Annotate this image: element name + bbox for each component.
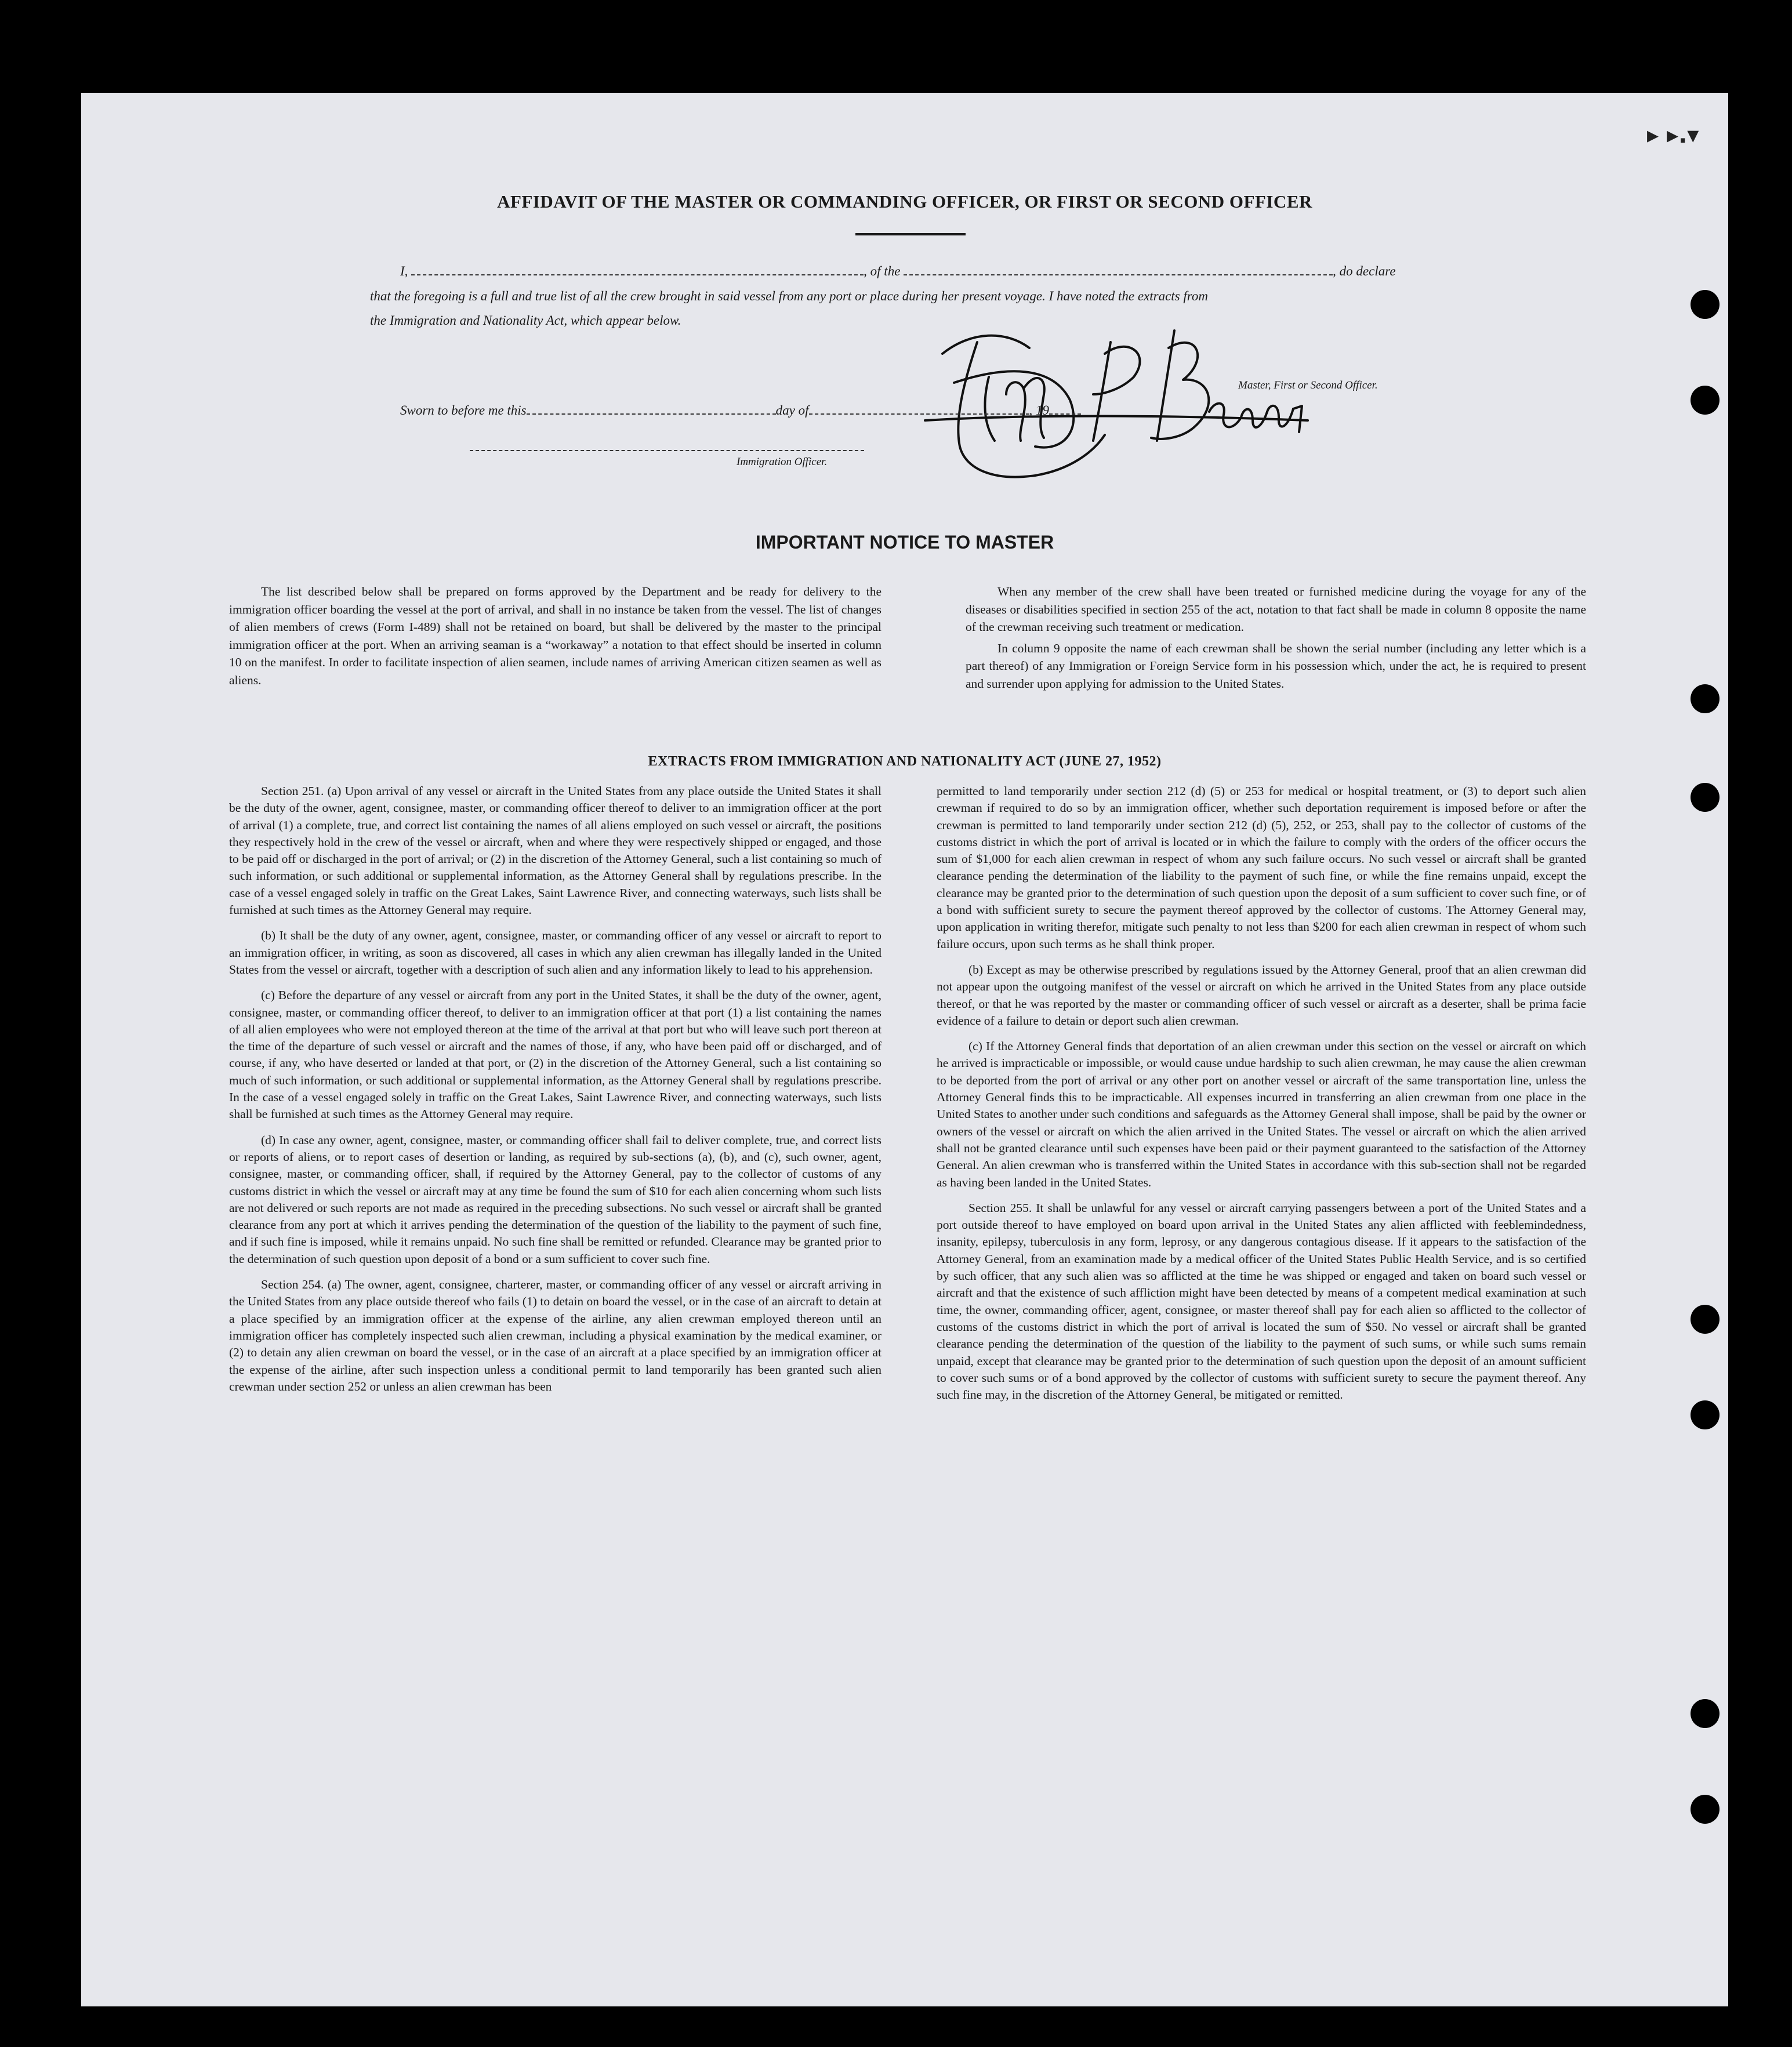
binder-hole (1691, 290, 1720, 319)
sworn-day-blank (527, 404, 776, 415)
affidavit-title: AFFIDAVIT OF THE MASTER OR COMMANDING OFFICER, OR FIRST OR SECOND OFFICER (497, 191, 1312, 212)
extracts-right-column (937, 783, 1586, 1412)
extracts-title: EXTRACTS FROM IMMIGRATION AND NATIONALITY ACT (JUNE 27, 1952) (648, 754, 1162, 769)
title-rule (855, 233, 966, 235)
section-254-b: (b) Except as may be otherwise prescribed by regulations issued by the Attorney General, proof that an alien crewman did not appear upon the outgoing manifest of the vessel or aircraft on which he arrived in the United States from any place outside thereof, or that he was reported by the master or commanding officer of such vessel or aircraft as a deserter, shall be prima facie evidence of a failure to detain or deport such alien crewman. (937, 962, 1586, 1028)
corner-mark: ▸ ▸.▾ (1647, 122, 1699, 148)
sworn-line (400, 403, 1081, 418)
notice-title: IMPORTANT NOTICE TO MASTER (755, 532, 1054, 553)
master-signature-label: Master, First or Second Officer. (1238, 379, 1378, 391)
section-254-a-continued: permitted to land temporarily under section 212 (d) (5) or 253 for medical or hospital treatment, or (3) to deport such alien crewman if required to do so by an immigration officer, whether such deportation requirement is imposed before or after the crewman is permitted to land temporarily under section 212 (d) (5), 252, or 253, shall pay to the collector of customs of the customs district in which the port of arrival is located or in which the failure to comply with the orders of the officer occurs the sum of $1,000 for each alien crewman in respect of whom any such failure occurs. No such vessel or aircraft shall be granted clearance pending the determination of the liability to the payment of such fine, or while the fine remains unpaid, except the clearance may be granted prior to the determination of such question upon the deposit of a sum sufficient to cover such fine, or of a bond with sufficient surety to secure the payment thereof approved by the collector of customs. The Attorney General may, upon application in writing therefor, mitigate such penalty to not less than $200 for each alien crewman in respect of whom such failure occurs, upon such terms as he shall think proper. (937, 784, 1586, 951)
declaration-of-the: , of the (864, 264, 901, 278)
sworn-year-blank (1049, 404, 1081, 415)
vessel-name-blank (904, 265, 1333, 275)
declaration-do-declare: , do declare (1333, 264, 1396, 278)
form-page (81, 93, 1728, 2006)
declaration-i: I, (400, 264, 408, 278)
notice-right-column (966, 583, 1586, 696)
section-254-c: (c) If the Attorney General finds that deportation of an alien crewman under this section on the vessel or aircraft on which he arrived is impracticable or impossible, or would cause undue hardship to such alien crewman, he may cause the alien crewman to be deported from the port of arrival or any other port on another vessel or aircraft of the same transportation line, unless the Attorney General finds this to be impracticable. All expenses incurred in transferring an alien crewman from one place in the United States to another under such conditions and safeguards as the Attorney General shall impose, shall be paid by the owner or owners of the vessel or aircraft on which the alien arrived in the United States. The vessel or aircraft on which the alien arrived shall not be granted clearance until such expenses have been paid or their payment guaranteed to the satisfaction of the Attorney General. An alien crewman who is transferred within the United States in accordance with this sub-section shall not be regarded as having been landed in the United States. (937, 1039, 1586, 1189)
section-251-c: (c) Before the departure of any vessel or aircraft from any port in the United States, it shall be the duty of the owner, agent, consignee, master, or commanding officer thereof, to deliver to an immigration officer at that port (1) a list containing the names of all alien employees who were not employed thereon at the time of the arrival at that port but who will leave such port thereon at the time of the departure of such vessel or aircraft and the names of those, if any, who have been paid off or discharged, and of course, if any, who have deserted or landed at that port, or (2) in the discretion of the Attorney General, such a list containing so much of such information, or such additional or supplemental information, as the Attorney General shall by regulations prescribe. In the case of a vessel engaged solely in traffic on the Great Lakes, Saint Lawrence River, and connecting waterways, such lists shall be furnished at such times as the Attorney General may require. (229, 988, 882, 1122)
notice-left-column (229, 583, 882, 692)
extracts-left-column (229, 783, 882, 1404)
declaration-line-3: the Immigration and Nationality Act, which appear below. (370, 313, 681, 328)
declaration-line-2: that the foregoing is a full and true list of all the crew brought in said vessel from any port or place during her present voyage. I have noted the extracts from (370, 289, 1208, 303)
sworn-year: , 19 (1029, 403, 1049, 418)
immigration-officer-signature-line (470, 450, 864, 451)
binder-hole (1691, 1699, 1720, 1728)
section-251-b: (b) It shall be the duty of any owner, agent, consignee, master, or commanding officer of any vessel or aircraft to report to an immigration officer, in writing, as soon as discovered, all cases in which any alien crewman has illegally landed in the United States from the vessel or aircraft, together with a description of such alien and any information likely to lead to his apprehension. (229, 928, 882, 977)
binder-hole (1691, 1400, 1720, 1429)
sworn-day-of: day of (775, 403, 809, 418)
declarant-name-blank (411, 265, 864, 275)
binder-hole (1691, 1305, 1720, 1334)
section-251-a: Section 251. (a) Upon arrival of any vessel or aircraft in the United States from any place outside the United States it shall be the duty of the owner, agent, consignee, master, or commanding officer thereof to deliver to an immigration officer at the port of arrival (1) a complete, true, and correct list containing the names of all aliens employed on such vessel or aircraft, the positions they respectively hold in the crew of the vessel or aircraft, when and where they were respectively shipped or engaged, and those to be paid off or discharged in the port of arrival; or (2) in the discretion of the Attorney General, such a list containing so much of such information, or such additional or supplemental information, as the Attorney General shall by regulations prescribe. In the case of a vessel engaged solely in traffic on the Great Lakes, Saint Lawrence River, and connecting waterways, such lists shall be furnished at such times as the Attorney General may require. (229, 784, 882, 917)
master-signature (919, 307, 1314, 551)
section-254-a: Section 254. (a) The owner, agent, consignee, charterer, master, or commanding officer of any vessel or aircraft arriving in the United States from any place outside thereof who fails (1) to detain on board the vessel, or in the case of an aircraft to detain at a place specified by an immigration officer at the expense of the airline, any alien crewman employed thereon until an immigration officer has completely inspected such alien crewman, including a physical examination by the medical examiner, or (2) to detain any alien crewman on board the vessel, or in the case of an aircraft at a place specified by an immigration officer at the expense of the airline, after such inspection unless a conditional permit to land temporarily has been granted such alien crewman under section 252 or unless an alien crewman has been (229, 1277, 882, 1393)
binder-hole (1691, 783, 1720, 812)
notice-paragraph: The list described below shall be prepared on forms approved by the Department and be ready for delivery to the immigration officer boarding the vessel at the port of arrival, and shall in no instance be taken from the vessel. The list of changes of alien members of crews (Form I-489) shall not be retained on board, but shall be delivered by the master to the principal immigration officer at the port. When an arriving seaman is a “workaway” a notation to that effect should be inserted in column 10 on the manifest. In order to facilitate inspection of alien seamen, include names of arriving American citizen seamen as well as aliens. (229, 585, 882, 687)
section-255: Section 255. It shall be unlawful for any vessel or aircraft carrying passengers between a port of the United States and a port outside thereof to have employed on board upon arrival in the United States any alien afflicted with feeblemindedness, insanity, epilepsy, tuberculosis in any form, leprosy, or any dangerous contagious disease. If it appears to the satisfaction of the Attorney General, from an examination made by a medical officer of the United States Public Health Service, and is so certified by such officer, that any such alien was so afflicted at the time he was shipped or engaged and taken on board such vessel or aircraft and that the existence of such affliction might have been detected by means of a competent medical examination at such time, the owner, commanding officer, agent, consignee, or master thereof shall pay for each alien so afflicted to the collector of customs of the customs district in which the port of arrival is located the sum of $50. No vessel or aircraft shall be granted clearance pending the determination of the question of the liability to the payment of such sums, or while such sums remain unpaid, except that clearance may be granted prior to the determination of such question upon the deposit of an amount sufficient to cover such sums or of a bond approved by the collector of customs with sufficient surety to secure the payment thereof. Any such fine may, in the discretion of the Attorney General, be mitigated or remitted. (937, 1200, 1586, 1402)
notice-paragraph: When any member of the crew shall have been treated or furnished medicine during the voyage for any of the diseases or disabilities specified in section 255 of the act, notation to that fact shall be made in column 8 opposite the name of the crewman receiving such treatment or medication. (966, 585, 1586, 634)
sworn-month-blank (809, 404, 1029, 415)
binder-hole (1691, 1795, 1720, 1824)
declaration-line-1 (400, 264, 1396, 279)
section-251-d: (d) In case any owner, agent, consignee, master, or commanding officer shall fail to deliver complete, true, and correct lists or reports of aliens, or to report cases of desertion or landing, as required by sub-sections (a), (b), and (c), such owner, agent, consignee, master, or commanding officer, shall, if required by the Attorney General, pay to the collector of customs of any customs district in which the vessel or aircraft may at any time be found the sum of $10 for each alien concerning whom such lists are not delivered or such reports are not made as required in the preceding subsections. No such vessel or aircraft shall be granted clearance from any port at which it arrives pending the determination of the question of the liability to the payment of such fine, and if such fine is imposed, while it remains unpaid. No such fine shall be remitted or refunded. Clearance may be granted prior to the determination of such question upon deposit of a bond or a sum sufficient to cover such fine. (229, 1133, 882, 1266)
binder-hole (1691, 386, 1720, 415)
sworn-text: Sworn to before me this (400, 403, 527, 418)
binder-hole (1691, 684, 1720, 713)
notice-paragraph: In column 9 opposite the name of each crewman shall be shown the serial number (including any letter which is a part thereof) of any Immigration or Foreign Service form in his possession which, under the act, he is required to present and surrender upon applying for admission to the United States. (966, 641, 1586, 691)
immigration-officer-label: Immigration Officer. (737, 456, 828, 468)
